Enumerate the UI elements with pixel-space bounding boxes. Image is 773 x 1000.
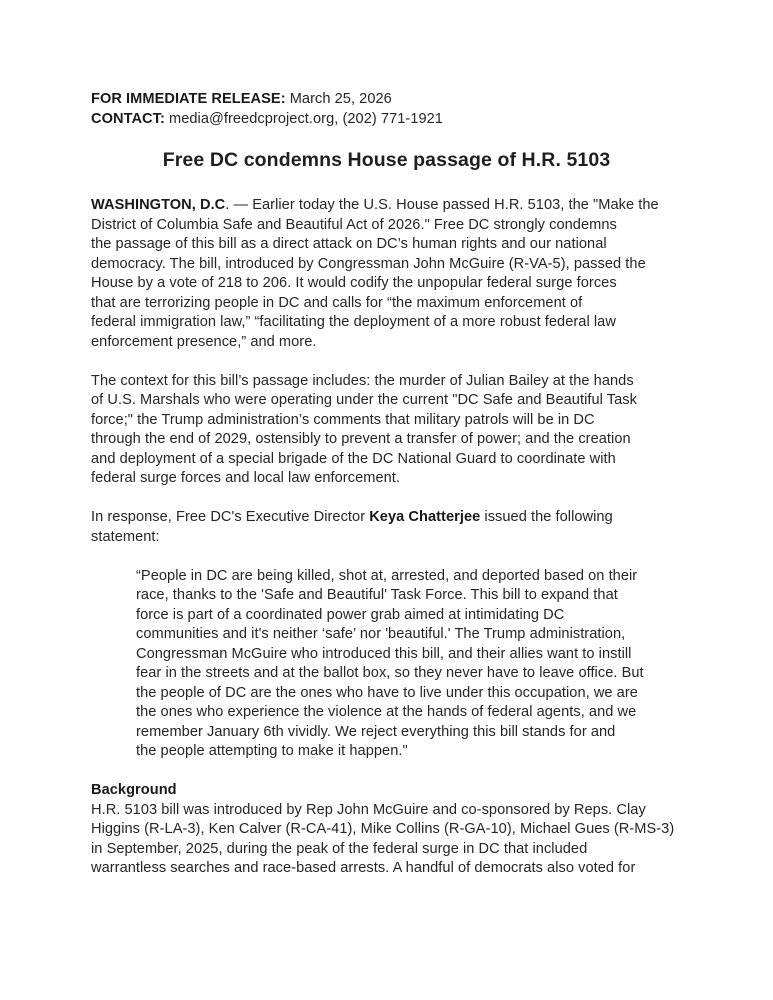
paragraph-line: force;" the Trump administration’s comments that military patrols will be in DC	[91, 412, 595, 428]
contact-line	[91, 110, 443, 130]
paragraph-line: in September, 2025, during the peak of the federal surge in DC that included	[91, 841, 588, 857]
paragraph-line: enforcement presence,” and more.	[91, 334, 317, 350]
paragraph-line: and deployment of a special brigade of the DC National Guard to coordinate with	[91, 451, 616, 467]
quote-line: the people attempting to make it happen."	[136, 743, 408, 759]
section-heading: Background	[91, 782, 177, 798]
paragraph-line: federal immigration law,” “facilitating the deployment of a more robust federal law	[91, 314, 616, 330]
contact-label: CONTACT:	[91, 111, 165, 127]
speaker-name: Keya Chatterjee	[369, 509, 481, 525]
paragraph-line: warrantless searches and race-based arrests. A handful of democrats also voted for	[91, 860, 636, 876]
quote-line: remember January 6th vividly. We reject everything this bill stands for and	[136, 724, 616, 740]
paragraph-line: federal surge forces and local law enforcement.	[91, 470, 400, 486]
quote-line: communities and it's neither ‘safe’ nor 'beautiful.' The Trump administration,	[136, 626, 626, 642]
paragraph-line: that are terrorizing people in DC and calls for “the maximum enforcement of	[91, 295, 583, 311]
paragraph-line: WASHINGTON, D.C. — Earlier today the U.S. House passed H.R. 5103, the "Make the	[91, 197, 659, 213]
paragraph-line: the passage of this bill as a direct attack on DC’s human rights and our national	[91, 236, 607, 252]
contact-value: media@freedcproject.org, (202) 771-1921	[169, 111, 443, 127]
quote-line: Congressman McGuire who introduced this bill, and their allies want to instill	[136, 646, 632, 662]
paragraph-line: District of Columbia Safe and Beautiful Act of 2026." Free DC strongly condemns	[91, 217, 617, 233]
paragraph-line: Higgins (R-LA-3), Ken Calver (R-CA-41), Mike Collins (R-GA-10), Michael Gues (R-MS-3)	[91, 821, 675, 837]
paragraph-line: In response, Free DC's Executive Director Keya Chatterjee issued the following	[91, 509, 613, 525]
dateline: WASHINGTON, D.C	[91, 197, 226, 213]
release-line	[91, 90, 392, 110]
paragraph-line: democracy. The bill, introduced by Congressman John McGuire (R-VA-5), passed the	[91, 256, 646, 272]
page-title: Free DC condemns House passage of H.R. 5103	[162, 149, 611, 171]
release-date: March 25, 2026	[289, 91, 392, 107]
paragraph-line: statement:	[91, 529, 160, 545]
quote-line: force is part of a coordinated power grab aimed at intimidating DC	[136, 607, 565, 623]
paragraph-line: through the end of 2029, ostensibly to prevent a transfer of power; and the creation	[91, 431, 631, 447]
quote-line: “People in DC are being killed, shot at, arrested, and deported based on their	[136, 568, 638, 584]
quote-line: the people of DC are the ones who have to live under this occupation, we are	[136, 685, 638, 701]
paragraph-line: The context for this bill’s passage includes: the murder of Julian Bailey at the hands	[91, 373, 634, 389]
quote-line: the ones who experience the violence at the hands of federal agents, and we	[136, 704, 637, 720]
quote-line: fear in the streets and at the ballot box, so they never have to leave office. But	[136, 665, 644, 681]
quote-line: race, thanks to the 'Safe and Beautiful' Task Force. This bill to expand that	[136, 587, 618, 603]
paragraph-line: of U.S. Marshals who were operating under the current "DC Safe and Beautiful Task	[91, 392, 637, 408]
paragraph-line: H.R. 5103 bill was introduced by Rep John McGuire and co-sponsored by Reps. Clay	[91, 802, 646, 818]
release-label: FOR IMMEDIATE RELEASE:	[91, 91, 286, 107]
paragraph-line: House by a vote of 218 to 206. It would codify the unpopular federal surge forces	[91, 275, 617, 291]
